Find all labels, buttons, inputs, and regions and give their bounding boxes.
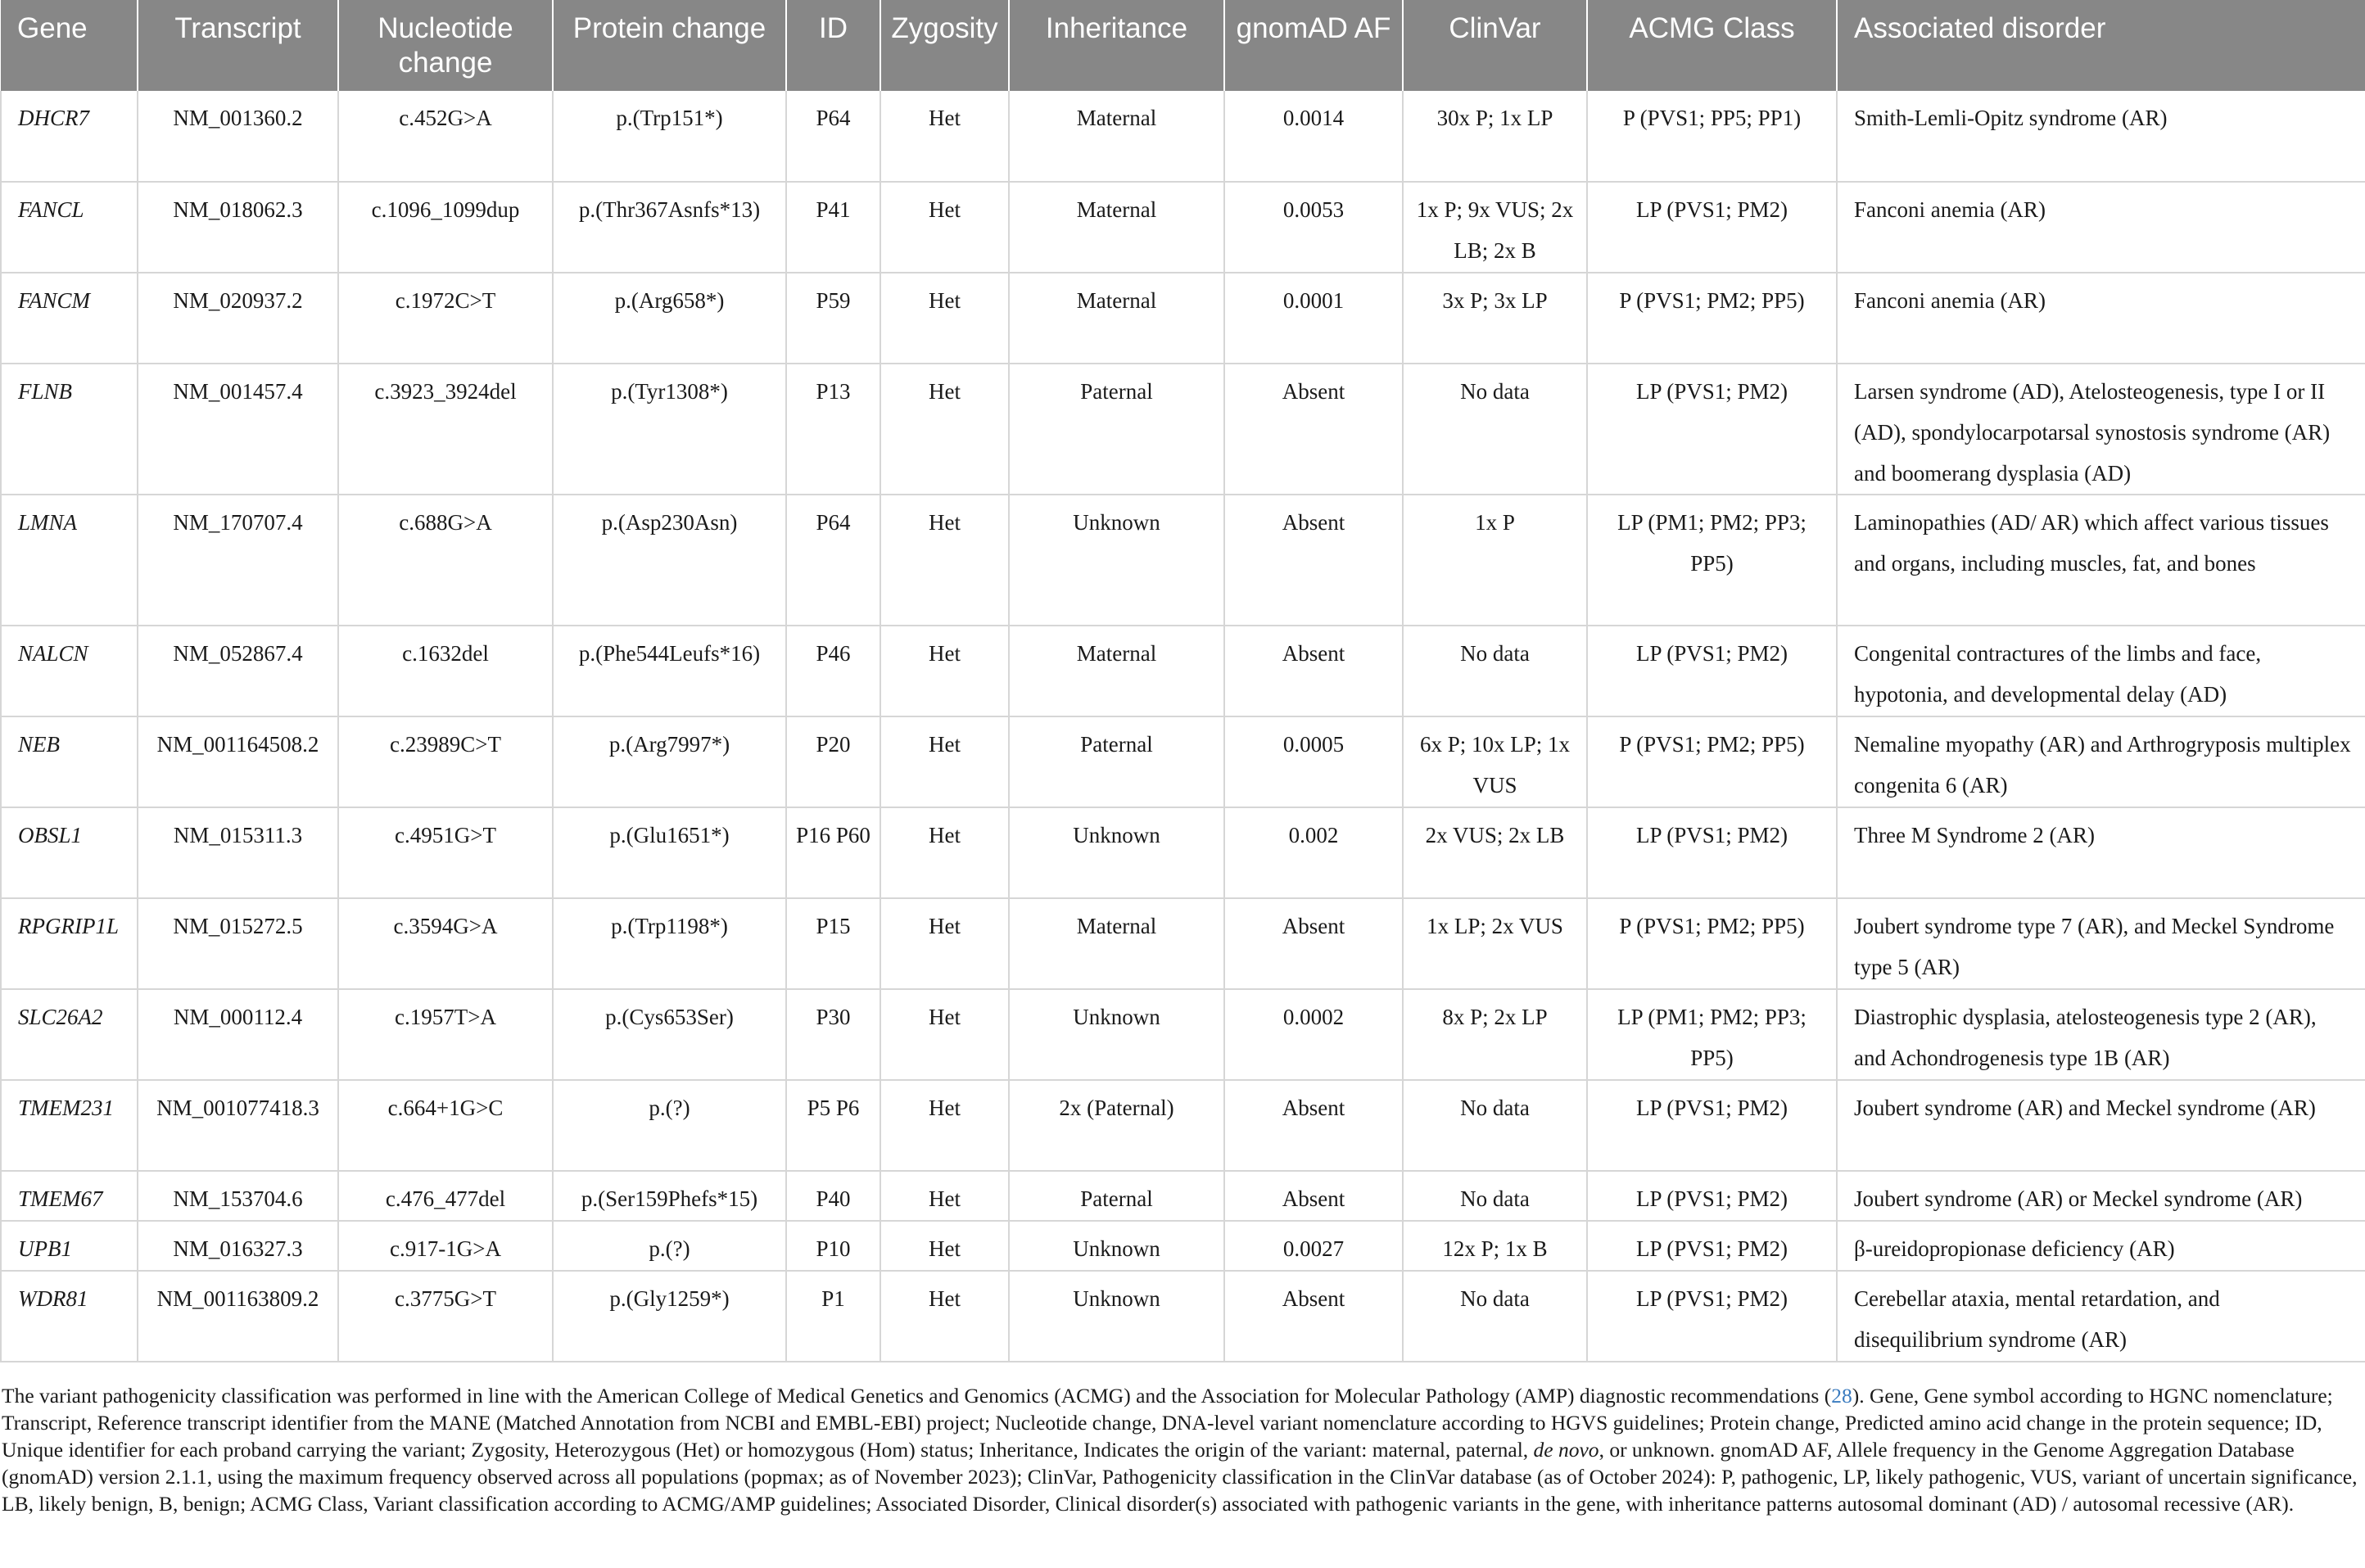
cell-protein-change: p.(Arg7997*) xyxy=(553,716,786,807)
cell-gnomad-af: 0.0014 xyxy=(1224,91,1403,182)
cell-associated-disorder: β-ureidopropionase deficiency (AR) xyxy=(1837,1221,2365,1271)
cell-associated-disorder: Laminopathies (AD/ AR) which affect various tissues and organs, including muscles, fat, and bones xyxy=(1837,495,2365,626)
cell-acmg-class: P (PVS1; PM2; PP5) xyxy=(1587,716,1837,807)
cell-acmg-class: LP (PVS1; PM2) xyxy=(1587,626,1837,716)
cell-protein-change: p.(Cys653Ser) xyxy=(553,989,786,1080)
cell-transcript: NM_052867.4 xyxy=(138,626,338,716)
cell-acmg-class: LP (PVS1; PM2) xyxy=(1587,807,1837,898)
cell-nucleotide-change: c.917-1G>A xyxy=(338,1221,553,1271)
cell-inheritance: Unknown xyxy=(1009,989,1224,1080)
cell-protein-change: p.(Thr367Asnfs*13) xyxy=(553,182,786,273)
cell-inheritance: 2x (Paternal) xyxy=(1009,1080,1224,1171)
table-row xyxy=(1,273,2365,364)
cell-zygosity: Het xyxy=(880,989,1009,1080)
cell-gene: SLC26A2 xyxy=(1,989,138,1080)
cell-gene: OBSL1 xyxy=(1,807,138,898)
table-row xyxy=(1,182,2365,273)
cell-acmg-class: LP (PVS1; PM2) xyxy=(1587,182,1837,273)
cell-nucleotide-change: c.23989C>T xyxy=(338,716,553,807)
header-acmg-class: ACMG Class xyxy=(1587,0,1837,91)
cell-clinvar: No data xyxy=(1403,364,1587,495)
cell-protein-change: p.(Tyr1308*) xyxy=(553,364,786,495)
cell-inheritance: Unknown xyxy=(1009,495,1224,626)
table-row xyxy=(1,1171,2365,1221)
cell-inheritance: Maternal xyxy=(1009,182,1224,273)
cell-inheritance: Unknown xyxy=(1009,1271,1224,1362)
header-protein-change: Protein change xyxy=(553,0,786,91)
cell-transcript: NM_153704.6 xyxy=(138,1171,338,1221)
cell-acmg-class: LP (PVS1; PM2) xyxy=(1587,1080,1837,1171)
cell-gnomad-af: 0.0053 xyxy=(1224,182,1403,273)
cell-inheritance: Maternal xyxy=(1009,898,1224,989)
cell-inheritance: Maternal xyxy=(1009,273,1224,364)
cell-clinvar: No data xyxy=(1403,1080,1587,1171)
header-inheritance: Inheritance xyxy=(1009,0,1224,91)
cell-proband-id: P41 xyxy=(786,182,880,273)
cell-transcript: NM_000112.4 xyxy=(138,989,338,1080)
header-gene: Gene xyxy=(1,0,138,91)
cell-protein-change: p.(Ser159Phefs*15) xyxy=(553,1171,786,1221)
cell-gnomad-af: 0.0005 xyxy=(1224,716,1403,807)
cell-gnomad-af: 0.0002 xyxy=(1224,989,1403,1080)
header-clinvar: ClinVar xyxy=(1403,0,1587,91)
cell-gene: DHCR7 xyxy=(1,91,138,182)
table-row xyxy=(1,989,2365,1080)
cell-associated-disorder: Nemaline myopathy (AR) and Arthrogryposis multiplex congenita 6 (AR) xyxy=(1837,716,2365,807)
cell-zygosity: Het xyxy=(880,1171,1009,1221)
cell-associated-disorder: Joubert syndrome (AR) or Meckel syndrome (AR) xyxy=(1837,1171,2365,1221)
cell-proband-id: P1 xyxy=(786,1271,880,1362)
cell-proband-id: P13 xyxy=(786,364,880,495)
cell-gnomad-af: Absent xyxy=(1224,1080,1403,1171)
cell-gnomad-af: Absent xyxy=(1224,364,1403,495)
cell-protein-change: p.(Phe544Leufs*16) xyxy=(553,626,786,716)
cell-zygosity: Het xyxy=(880,1271,1009,1362)
header-gnomad-af: gnomAD AF xyxy=(1224,0,1403,91)
footnote-text-1: The variant pathogenicity classification was performed in line with the American College of Medical Genetics and Genomics (ACMG) and the Association for Molecular Pathology (AMP) diagnostic recommendations ( xyxy=(2,1384,1832,1408)
table-row xyxy=(1,495,2365,626)
cell-transcript: NM_020937.2 xyxy=(138,273,338,364)
cell-proband-id: P59 xyxy=(786,273,880,364)
cell-clinvar: 1x P; 9x VUS; 2x LB; 2x B xyxy=(1403,182,1587,273)
cell-nucleotide-change: c.1972C>T xyxy=(338,273,553,364)
table-row xyxy=(1,898,2365,989)
cell-gnomad-af: 0.002 xyxy=(1224,807,1403,898)
footnote-italic-term: de novo xyxy=(1533,1438,1599,1462)
cell-gene: FLNB xyxy=(1,364,138,495)
cell-gene: FANCL xyxy=(1,182,138,273)
table-row xyxy=(1,807,2365,898)
cell-proband-id: P10 xyxy=(786,1221,880,1271)
cell-acmg-class: P (PVS1; PM2; PP5) xyxy=(1587,898,1837,989)
cell-zygosity: Het xyxy=(880,716,1009,807)
cell-associated-disorder: Cerebellar ataxia, mental retardation, and disequilibrium syndrome (AR) xyxy=(1837,1271,2365,1362)
cell-proband-id: P15 xyxy=(786,898,880,989)
cell-protein-change: p.(?) xyxy=(553,1221,786,1271)
cell-clinvar: 12x P; 1x B xyxy=(1403,1221,1587,1271)
cell-gene: UPB1 xyxy=(1,1221,138,1271)
cell-clinvar: No data xyxy=(1403,1271,1587,1362)
cell-proband-id: P5 P6 xyxy=(786,1080,880,1171)
table-row xyxy=(1,91,2365,182)
cell-associated-disorder: Joubert syndrome type 7 (AR), and Meckel Syndrome type 5 (AR) xyxy=(1837,898,2365,989)
cell-inheritance: Paternal xyxy=(1009,716,1224,807)
cell-inheritance: Maternal xyxy=(1009,91,1224,182)
cell-clinvar: 2x VUS; 2x LB xyxy=(1403,807,1587,898)
cell-protein-change: p.(Asp230Asn) xyxy=(553,495,786,626)
cell-zygosity: Het xyxy=(880,1221,1009,1271)
cell-associated-disorder: Larsen syndrome (AD), Atelosteogenesis, type I or II (AD), spondylocarpotarsal synostosis syndrome (AR) and boomerang dysplasia (AD) xyxy=(1837,364,2365,495)
header-associated-disorder: Associated disorder xyxy=(1837,0,2365,91)
cell-transcript: NM_001360.2 xyxy=(138,91,338,182)
cell-gene: FANCM xyxy=(1,273,138,364)
cell-clinvar: No data xyxy=(1403,1171,1587,1221)
header-transcript: Transcript xyxy=(138,0,338,91)
table-row xyxy=(1,1080,2365,1171)
cell-inheritance: Unknown xyxy=(1009,807,1224,898)
cell-associated-disorder: Joubert syndrome (AR) and Meckel syndrome (AR) xyxy=(1837,1080,2365,1171)
cell-proband-id: P64 xyxy=(786,495,880,626)
cell-transcript: NM_016327.3 xyxy=(138,1221,338,1271)
cell-transcript: NM_001164508.2 xyxy=(138,716,338,807)
cell-gnomad-af: Absent xyxy=(1224,495,1403,626)
cell-clinvar: 3x P; 3x LP xyxy=(1403,273,1587,364)
cell-gnomad-af: 0.0001 xyxy=(1224,273,1403,364)
cell-acmg-class: LP (PVS1; PM2) xyxy=(1587,1221,1837,1271)
cell-gene: RPGRIP1L xyxy=(1,898,138,989)
table-header-row xyxy=(1,0,2365,91)
cell-inheritance: Paternal xyxy=(1009,1171,1224,1221)
cell-gene: TMEM67 xyxy=(1,1171,138,1221)
cell-inheritance: Maternal xyxy=(1009,626,1224,716)
cell-gene: LMNA xyxy=(1,495,138,626)
cell-transcript: NM_170707.4 xyxy=(138,495,338,626)
cell-associated-disorder: Fanconi anemia (AR) xyxy=(1837,182,2365,273)
cell-nucleotide-change: c.3594G>A xyxy=(338,898,553,989)
cell-gnomad-af: Absent xyxy=(1224,898,1403,989)
table-row xyxy=(1,364,2365,495)
cell-clinvar: 6x P; 10x LP; 1x VUS xyxy=(1403,716,1587,807)
header-nucleotide-change: Nucleotide change xyxy=(338,0,553,91)
cell-nucleotide-change: c.1096_1099dup xyxy=(338,182,553,273)
cell-transcript: NM_001457.4 xyxy=(138,364,338,495)
cell-zygosity: Het xyxy=(880,182,1009,273)
cell-proband-id: P16 P60 xyxy=(786,807,880,898)
cell-zygosity: Het xyxy=(880,1080,1009,1171)
cell-clinvar: 8x P; 2x LP xyxy=(1403,989,1587,1080)
cell-gnomad-af: 0.0027 xyxy=(1224,1221,1403,1271)
table-row xyxy=(1,626,2365,716)
cell-associated-disorder: Smith-Lemli-Opitz syndrome (AR) xyxy=(1837,91,2365,182)
cell-clinvar: 30x P; 1x LP xyxy=(1403,91,1587,182)
cell-protein-change: p.(Trp1198*) xyxy=(553,898,786,989)
cell-gnomad-af: Absent xyxy=(1224,1271,1403,1362)
cell-protein-change: p.(Gly1259*) xyxy=(553,1271,786,1362)
table-body xyxy=(1,91,2365,1362)
cell-acmg-class: LP (PVS1; PM2) xyxy=(1587,1171,1837,1221)
cell-transcript: NM_001077418.3 xyxy=(138,1080,338,1171)
cell-clinvar: No data xyxy=(1403,626,1587,716)
cell-proband-id: P64 xyxy=(786,91,880,182)
table-footnote xyxy=(2,1382,2360,1517)
cell-inheritance: Unknown xyxy=(1009,1221,1224,1271)
cell-acmg-class: LP (PVS1; PM2) xyxy=(1587,1271,1837,1362)
cell-associated-disorder: Diastrophic dysplasia, atelosteogenesis type 2 (AR), and Achondrogenesis type 1B (AR) xyxy=(1837,989,2365,1080)
header-id: ID xyxy=(786,0,880,91)
cell-gene: NALCN xyxy=(1,626,138,716)
cell-associated-disorder: Congenital contractures of the limbs and face, hypotonia, and developmental delay (AD) xyxy=(1837,626,2365,716)
cell-acmg-class: LP (PM1; PM2; PP3; PP5) xyxy=(1587,989,1837,1080)
cell-inheritance: Paternal xyxy=(1009,364,1224,495)
cell-nucleotide-change: c.452G>A xyxy=(338,91,553,182)
cell-transcript: NM_015272.5 xyxy=(138,898,338,989)
cell-nucleotide-change: c.3923_3924del xyxy=(338,364,553,495)
cell-nucleotide-change: c.4951G>T xyxy=(338,807,553,898)
cell-acmg-class: LP (PM1; PM2; PP3; PP5) xyxy=(1587,495,1837,626)
cell-proband-id: P20 xyxy=(786,716,880,807)
cell-zygosity: Het xyxy=(880,273,1009,364)
table-row xyxy=(1,1221,2365,1271)
cell-protein-change: p.(Arg658*) xyxy=(553,273,786,364)
cell-acmg-class: P (PVS1; PM2; PP5) xyxy=(1587,273,1837,364)
cell-clinvar: 1x LP; 2x VUS xyxy=(1403,898,1587,989)
footnote-text-2: ). Gene, Gene symbol according to HGNC nomenclature; Transcript, Reference transcript identifier from the MANE (Matched Annotation from NCBI and EMBL-EBI) project; Nucleotide change, DNA-level variant nomenclature according to HGVS guidelines; Protein change, Predicted amino acid change in the protein sequence; ID, Unique identifier for each proband carrying the variant; Zygosity, Heterozygous (Het) or homozygous (Hom) status; Inheritance, Indicates the origin of the variant: maternal, paternal, xyxy=(2,1384,2333,1462)
cell-associated-disorder: Three M Syndrome 2 (AR) xyxy=(1837,807,2365,898)
cell-gene: NEB xyxy=(1,716,138,807)
cell-zygosity: Het xyxy=(880,91,1009,182)
cell-acmg-class: P (PVS1; PP5; PP1) xyxy=(1587,91,1837,182)
cell-associated-disorder: Fanconi anemia (AR) xyxy=(1837,273,2365,364)
cell-transcript: NM_015311.3 xyxy=(138,807,338,898)
cell-protein-change: p.(?) xyxy=(553,1080,786,1171)
cell-nucleotide-change: c.1957T>A xyxy=(338,989,553,1080)
cell-clinvar: 1x P xyxy=(1403,495,1587,626)
cell-proband-id: P40 xyxy=(786,1171,880,1221)
cell-nucleotide-change: c.476_477del xyxy=(338,1171,553,1221)
cell-nucleotide-change: c.3775G>T xyxy=(338,1271,553,1362)
footnote-reference-link[interactable]: 28 xyxy=(1831,1384,1852,1408)
cell-zygosity: Het xyxy=(880,898,1009,989)
cell-zygosity: Het xyxy=(880,495,1009,626)
footnote-text-3: , or unknown. gnomAD AF, Allele frequency in the Genome Aggregation Database (gnomAD) version 2.1.1, using the maximum frequency observed across all populations (popmax; as of November 2023); ClinVar, Pathogenicity classification in the ClinVar database (as of October 2024): P, pathogenic, LP, likely pathogenic, VUS, variant of uncertain significance, LB, likely benign, B, benign; ACMG Class, Variant classification according to ACMG/AMP guidelines; Associated Disorder, Clinical disorder(s) associated with pathogenic variants in the gene, with inheritance patterns autosomal dominant (AD) / autosomal recessive (AR). xyxy=(2,1438,2358,1516)
cell-protein-change: p.(Trp151*) xyxy=(553,91,786,182)
cell-nucleotide-change: c.1632del xyxy=(338,626,553,716)
cell-gnomad-af: Absent xyxy=(1224,1171,1403,1221)
cell-proband-id: P30 xyxy=(786,989,880,1080)
cell-gene: TMEM231 xyxy=(1,1080,138,1171)
cell-zygosity: Het xyxy=(880,807,1009,898)
table-row xyxy=(1,1271,2365,1362)
cell-nucleotide-change: c.688G>A xyxy=(338,495,553,626)
cell-transcript: NM_001163809.2 xyxy=(138,1271,338,1362)
header-zygosity: Zygosity xyxy=(880,0,1009,91)
cell-zygosity: Het xyxy=(880,364,1009,495)
cell-zygosity: Het xyxy=(880,626,1009,716)
cell-gene: WDR81 xyxy=(1,1271,138,1362)
cell-proband-id: P46 xyxy=(786,626,880,716)
table-row xyxy=(1,716,2365,807)
cell-protein-change: p.(Glu1651*) xyxy=(553,807,786,898)
cell-acmg-class: LP (PVS1; PM2) xyxy=(1587,364,1837,495)
cell-nucleotide-change: c.664+1G>C xyxy=(338,1080,553,1171)
cell-transcript: NM_018062.3 xyxy=(138,182,338,273)
cell-gnomad-af: Absent xyxy=(1224,626,1403,716)
